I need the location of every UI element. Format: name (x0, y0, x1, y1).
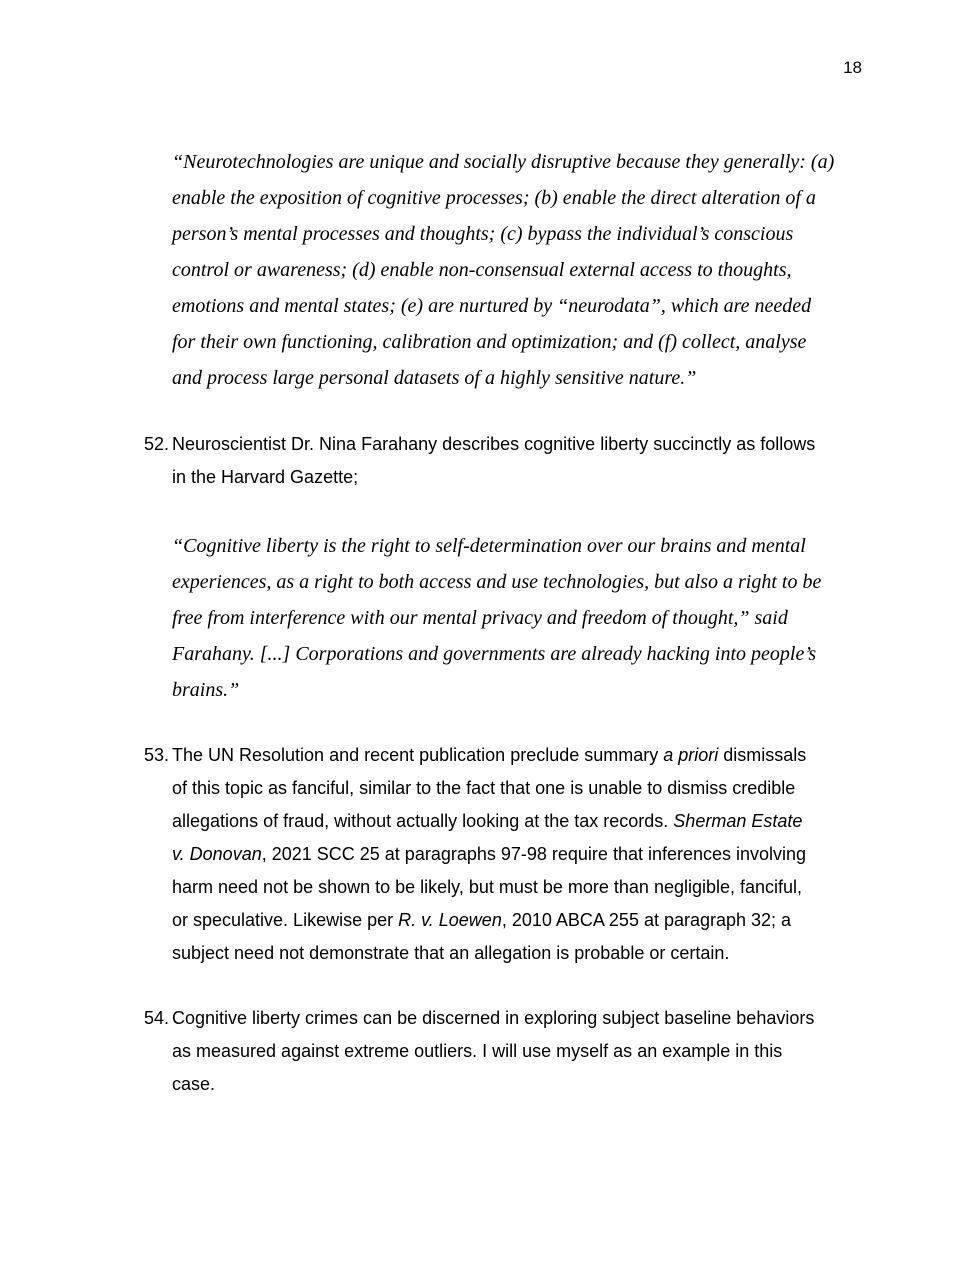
case-citation: R. v. Loewen (398, 910, 502, 930)
block-quote-cognitive-liberty: “Cognitive liberty is the right to self-determination over our brains and mental experiences, as a right to both access and use technologies, but also a right to be free from interference with our mental privacy and freedom of thought,” said Farahany. [...] Corporations and governments are already hacking into people’s brains.” (172, 535, 822, 701)
text-run: The UN Resolution and recent publication preclude summary (172, 745, 664, 765)
case-citation: Sherman Estate v. Donovan (172, 811, 803, 864)
paragraph-number: 54. (144, 1008, 170, 1028)
paragraph-text (172, 739, 874, 970)
paragraph-52 (144, 428, 874, 494)
paragraph-text: Cognitive liberty crimes can be discerned in exploring subject baseline behaviors as measured against extreme outliers. I will use myself as an example in this case. (172, 1008, 815, 1094)
paragraph-53 (144, 739, 874, 970)
block-quote-neurotechnologies: “Neurotechnologies are unique and socially disruptive because they generally: (a) enable the exposition of cognitive processes; (b) enable the direct alteration of a person’s mental processes and thoughts; (c) bypass the individual’s conscious control or awareness; (d) enable non-consensual external access to thoughts, emotions and mental states; (e) are nurtured by “neurodata”, which are needed for their own functioning, calibration and optimization; and (f) collect, analyse and process large personal datasets of a highly sensitive nature.” (172, 151, 835, 389)
paragraph-54 (144, 1002, 874, 1101)
text-run: dismissals of this topic as fanciful, similar to the fact that one is unable to dismiss credible allegations of fraud, without actually looking at the tax records. (172, 745, 807, 831)
paragraph-number: 52. (144, 434, 170, 454)
text-run: , 2010 ABCA 255 at paragraph 32; a subject need not demonstrate that an allegation is probable or certain. (172, 910, 792, 963)
text-run: , 2021 SCC 25 at paragraphs 97-98 require that inferences involving harm need not be shown to be likely, but must be more than negligible, fanciful, or speculative. Likewise per (172, 844, 807, 930)
paragraph-number: 53. (144, 745, 170, 765)
paragraph-text: Neuroscientist Dr. Nina Farahany describes cognitive liberty succinctly as follows in the Harvard Gazette; (172, 434, 816, 487)
page-number: 18 (843, 58, 862, 77)
italic-term: a priori (663, 745, 719, 765)
